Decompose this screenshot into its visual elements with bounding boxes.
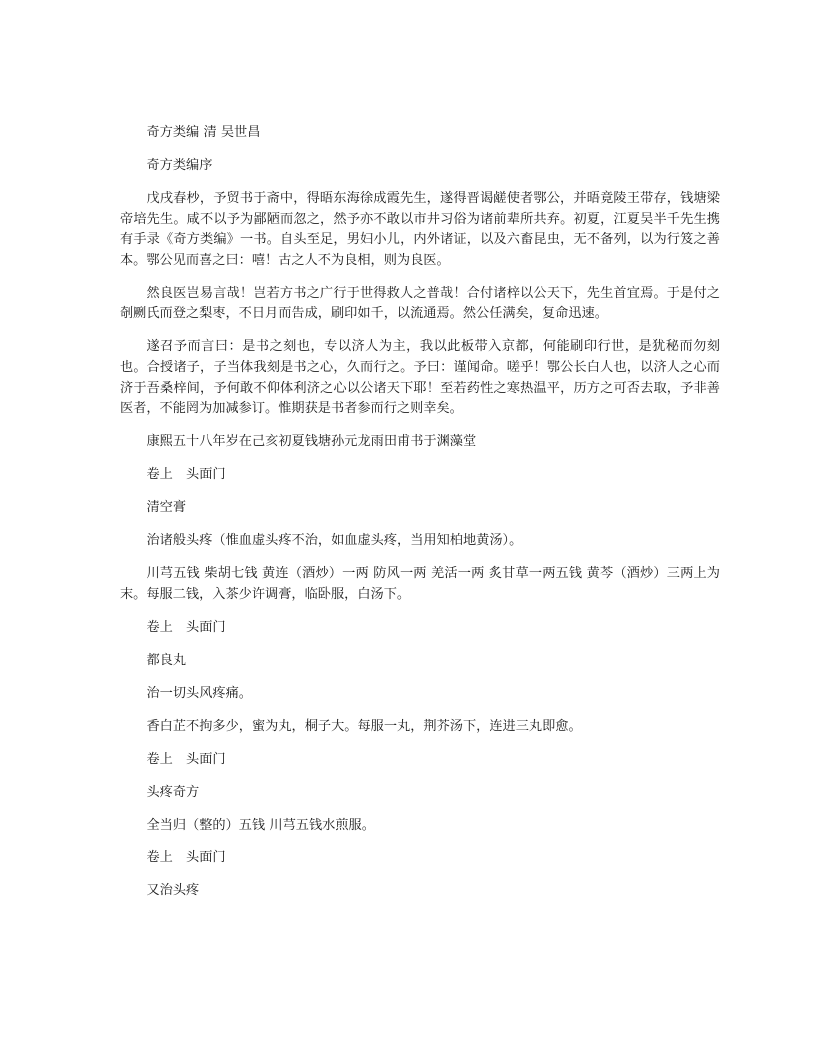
- section-heading: 卷上 头面门: [146, 850, 226, 866]
- recipe-title: 头疼奇方: [146, 784, 200, 800]
- preface-paragraph-2: 然良医岂易言哉！岂若方书之广行于世得救人之普哉！合付诸梓以公天下，先生首宜焉。于是付之剞劂氏而登之梨枣，不日月而告成，刷印如千，以流通焉。然公任满矣，复命迅速。: [120, 285, 720, 322]
- preface-heading: 奇方类编序: [146, 157, 213, 173]
- book-title-line: 奇方类编 清 吴世昌: [146, 125, 261, 140]
- preface-signature: 康熙五十八年岁在己亥初夏钱塘孙元龙雨田甫书于渊藻堂: [146, 434, 477, 450]
- recipe-title: 清空膏: [146, 500, 187, 516]
- section-heading: 卷上 头面门: [146, 619, 226, 635]
- recipe-title: 都良丸: [146, 652, 187, 668]
- recipe-indication: 治一切头风疼痛。: [146, 685, 252, 701]
- preface-paragraph-1: 戊戌春杪，予贸书于斋中，得晤东海徐成霞先生，遂得晋谒鹾使者鄂公，并晤竟陵王带存，钱塘梁帝培先生。咸不以予为鄙陋而忽之，然予亦不敢以市井习俗为诸前辈所共弃。初夏，江夏吴半千先生携有手录《奇方类编》一书。自头至足，男妇小儿，内外诸证，以及六畜昆虫，无不备列，以为行笈之善本。鄂公见而喜之曰：嘻！古之人不为良相，则为良医。: [120, 190, 720, 268]
- recipe-ingredients: 川芎五钱 柴胡七钱 黄连（酒炒）一两 防风一两 羌活一两 炙甘草一两五钱 黄芩（酒炒）三两上为末。每服二钱，入茶少许调膏，临卧服，白汤下。: [120, 566, 720, 602]
- recipe-ingredients: 全当归（整的）五钱 川芎五钱水煎服。: [146, 817, 375, 833]
- preface-paragraph-3: 遂召予而言曰：是书之刻也，专以济人为主，我以此板带入京都，何能刷印行世，是犹秘而勿刻也。合授诸子，子当体我刻是书之心，久而行之。予曰：谨闻命。嗟乎！鄂公长白人也，以济人之心而济于吾桑梓间，予何敢不仰体利济之心以公诸天下耶！至若药性之寒热温平，历方之可否去取，予非善医者，不能罔为加减参订。惟期获是书者参而行之则幸矣。: [120, 339, 720, 417]
- recipe-ingredients: 香白芷不拘多少，蜜为丸，桐子大。每服一丸，荆芥汤下，连进三丸即愈。: [146, 718, 582, 734]
- section-heading: 卷上 头面门: [146, 467, 226, 483]
- section-heading: 卷上 头面门: [146, 751, 226, 767]
- recipe-indication: 治诸般头疼（惟血虚头疼不治，如血虚头疼，当用知柏地黄汤）。: [146, 533, 523, 549]
- recipe-title: 又治头疼: [146, 883, 200, 899]
